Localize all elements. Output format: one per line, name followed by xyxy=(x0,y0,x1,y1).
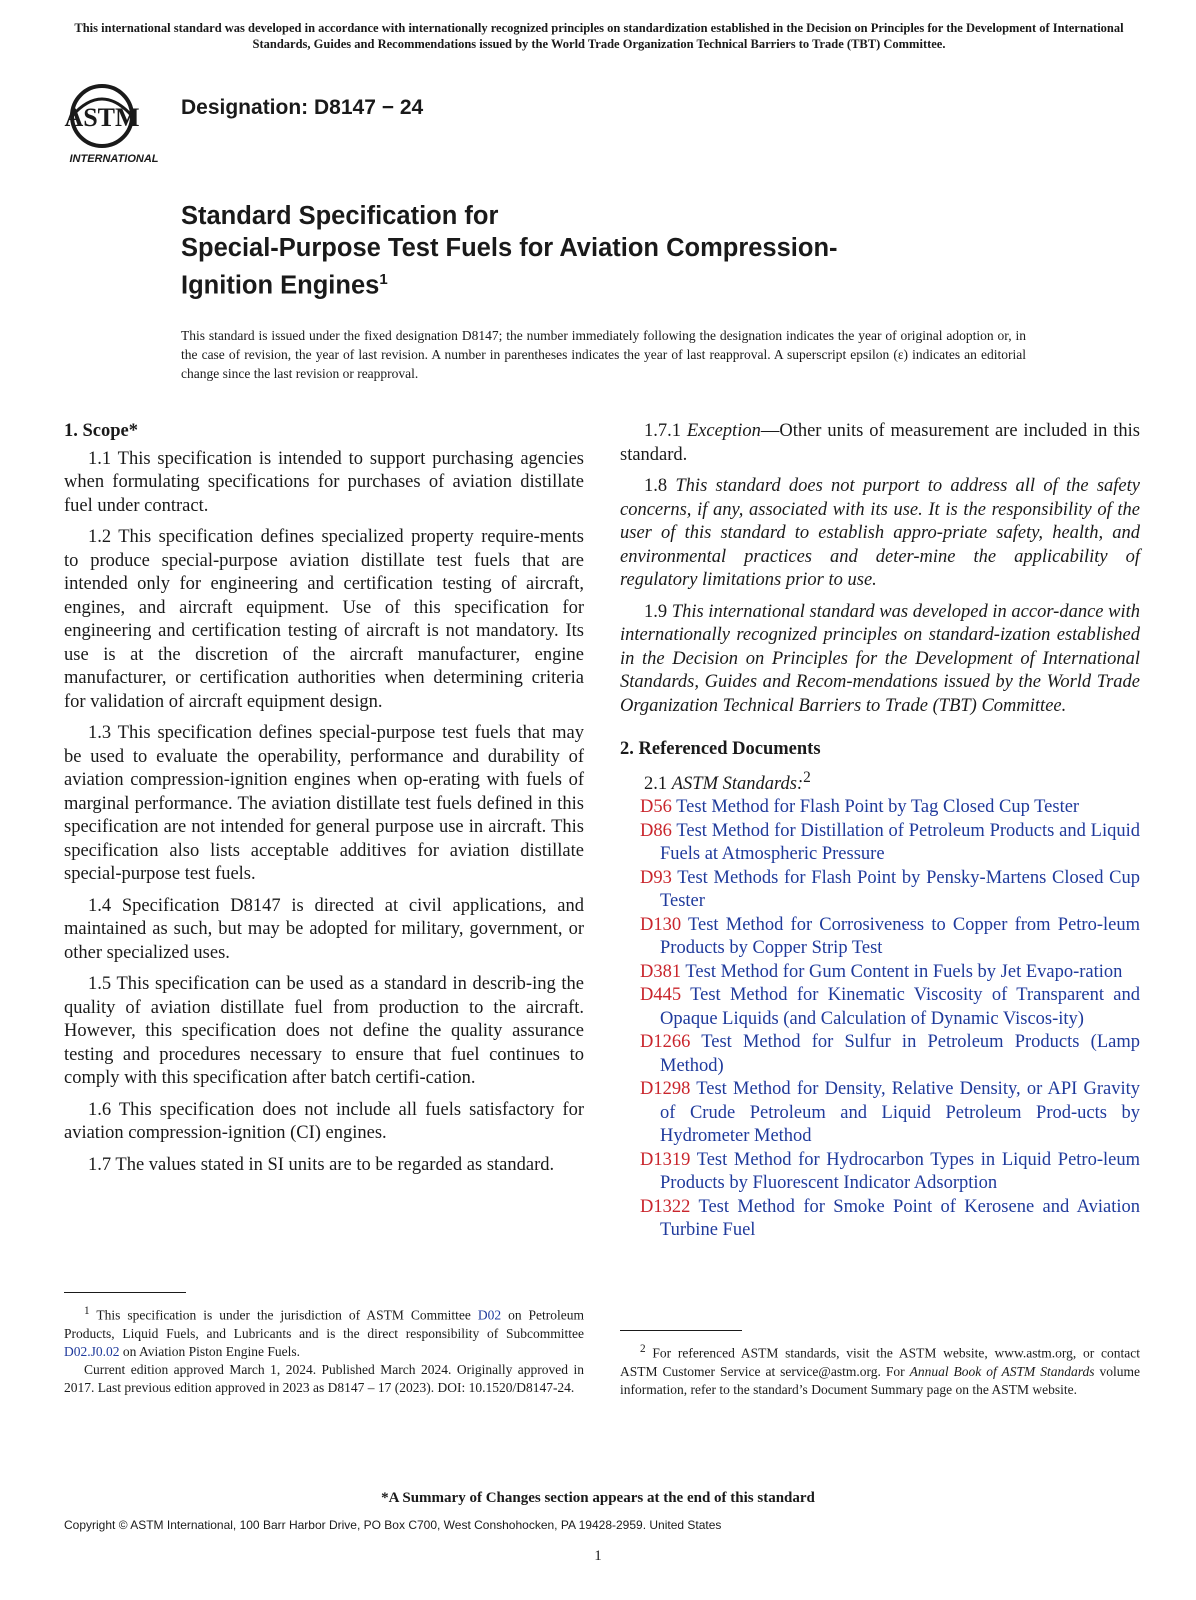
paragraph-1-7-1 xyxy=(620,420,1140,467)
reference-code[interactable]: D1319 xyxy=(640,1149,691,1170)
footnote-1-text-b: on Petroleum Products, Liquid Fuels, and Lubricants and is the direct responsibility of Subcommittee xyxy=(64,1307,585,1341)
footnote-divider-left xyxy=(64,1292,186,1293)
reference-title[interactable]: Test Method for Corrosiveness to Copper from Petro-leum Products by Copper Strip Test xyxy=(660,914,1140,959)
footnote-2-italic: Annual Book of ASTM Standards xyxy=(909,1363,1095,1379)
paragraph-1-1: 1.1 This specification is intended to support purchasing agencies when formulating specifications for purchases of aviation distillate fuel under contract. xyxy=(64,448,584,516)
footnote-divider-right xyxy=(620,1330,742,1331)
top-notice: This international standard was developed in accordance with internationally recognized principles on standardization established in the Decision on Principles for the Development of International Standards, Guides and Recommendations issued by the World Trade Organization Technical Barriers to Trade (TBT) Committee. xyxy=(74,21,1124,51)
footnote-1-mark: 1 xyxy=(84,1305,90,1317)
paragraph-1-8-text: This standard does not purport to address all of the safety concerns, if any, associated with its use. It is the responsibility of the user of this standard to establish appro-priate safety, health, and environmental practices and deter-mine the applicability of regulatory limitations prior to use. xyxy=(620,476,1140,590)
paragraph-1-9-number: 1.9 xyxy=(644,601,668,622)
paragraph-1-5: 1.5 This specification can be used as a standard in describ-ing the quality of aviation distillate fuel from production to the aircraft. However, this specification does not define the quality assurance testing and procedures necessary to ensure that fuel continues to comply with this specification after batch certifi-cation. xyxy=(64,974,584,1088)
paragraph-1-7-1-text: —Other units of measurement are included in this standard. xyxy=(620,421,1140,465)
reference-item[interactable] xyxy=(620,820,1140,867)
designation: Designation: D8147 − 24 xyxy=(181,96,424,119)
footnote-2-mark: 2 xyxy=(640,1343,646,1355)
footnote-1-edition: Current edition approved March 1, 2024. Published March 2024. Originally approved in 2017. Last previous edition approved in 2023 as D8147 – 17 (2023). DOI: 10.1520/D8147-24. xyxy=(64,1361,584,1395)
reference-item[interactable] xyxy=(620,1078,1140,1149)
footnote-2-text-a: For referenced ASTM standards, visit the ASTM website, www.astm.org, or contact ASTM Customer Service at service@astm.org. For xyxy=(620,1345,1141,1379)
title-line-3: Ignition Engines xyxy=(181,271,380,300)
subheading-footnote-mark: 2 xyxy=(803,768,811,786)
paragraph-1-8 xyxy=(620,475,1140,593)
reference-item[interactable] xyxy=(620,1031,1140,1078)
title-footnote-mark: 1 xyxy=(379,271,388,288)
reference-title[interactable]: Test Method for Distillation of Petroleum Products and Liquid Fuels at Atmospheric Pressure xyxy=(660,820,1140,865)
paragraph-1-2: 1.2 This specification defines specialized property require-ments to produce special-purpose aviation distillate test fuels that are intended only for engineering and certification testing of aircraft, engines, and aircraft equipment. Use of this specification for engineering and certification testing of aircraft is not mandatory. Its use is at the discretion of the aircraft manufacturer, engine manufacturer, or certification authorities when determining criteria for validation of aircraft equipment design. xyxy=(64,527,584,712)
reference-item[interactable] xyxy=(620,867,1140,914)
reference-item[interactable] xyxy=(620,1196,1140,1243)
right-column xyxy=(620,420,1140,1243)
reference-code[interactable]: D381 xyxy=(640,961,682,982)
subcommittee-link[interactable]: D02.J0.02 xyxy=(64,1343,120,1359)
reference-item[interactable] xyxy=(620,1149,1140,1196)
summary-of-changes-note: *A Summary of Changes section appears at the end of this standard xyxy=(381,1490,815,1506)
reference-item[interactable] xyxy=(620,961,1140,985)
reference-code[interactable]: D130 xyxy=(640,914,682,935)
footnote-1 xyxy=(64,1302,584,1397)
paragraph-1-7: 1.7 The values stated in SI units are to be regarded as standard. xyxy=(88,1154,555,1175)
copyright: Copyright © ASTM International, 100 Barr Harbor Drive, PO Box C700, West Conshohocken, PA 19428-2959. United States xyxy=(64,1518,722,1532)
astm-standards-subheading xyxy=(620,766,1140,797)
paragraph-1-3: 1.3 This specification defines special-purpose test fuels that may be used to evaluate the operability, performance and durability of aviation compression-ignition engines when op-erating with fuels of marginal performance. The aviation distillate test fuels defined in this specification are not intended for general purpose use in aircraft. This specification also lists acceptable additives for aviation distillate special-purpose test fuels. xyxy=(64,723,584,884)
scope-heading: 1. Scope* xyxy=(64,421,138,441)
reference-item[interactable] xyxy=(620,796,1140,820)
exception-label: Exception xyxy=(686,421,761,441)
reference-code[interactable]: D1298 xyxy=(640,1079,691,1100)
reference-title[interactable]: Test Method for Density, Relative Density, or API Gravity of Crude Petroleum and Liquid Petroleum Prod-ucts by Hydrometer Method xyxy=(660,1079,1140,1147)
footnote-1-text-c: on Aviation Piston Engine Fuels. xyxy=(122,1343,301,1359)
page-number: 1 xyxy=(594,1548,602,1564)
intro-paragraph: This standard is issued under the fixed designation D8147; the number immediately following the designation indicates the year of original adoption or, in the case of revision, the year of last revision. A number in parentheses indicates the year of last reapproval. A superscript epsilon (ε) indicates an editorial change since the last revision or reapproval. xyxy=(181,328,1026,381)
title-line-1: Standard Specification for xyxy=(181,202,499,230)
reference-title[interactable]: Test Method for Kinematic Viscosity of Transparent and Opaque Liquids (and Calculation of Dynamic Viscos-ity) xyxy=(660,985,1140,1029)
reference-code[interactable]: D86 xyxy=(640,820,672,841)
reference-title[interactable]: Test Methods for Flash Point by Pensky-Martens Closed Cup Tester xyxy=(660,867,1141,912)
reference-title[interactable]: Test Method for Gum Content in Fuels by Jet Evapo-ration xyxy=(685,961,1123,982)
reference-code[interactable]: D1266 xyxy=(640,1032,691,1053)
reference-title[interactable]: Test Method for Sulfur in Petroleum Products (Lamp Method) xyxy=(660,1032,1140,1076)
paragraph-1-7-1-number: 1.7.1 xyxy=(644,421,681,441)
subheading-number: 2.1 xyxy=(644,773,668,794)
paragraph-1-4: 1.4 Specification D8147 is directed at civil applications, and maintained as such, but may be adopted for military, government, or other specialized uses. xyxy=(64,895,584,963)
reference-title[interactable]: Test Method for Flash Point by Tag Closed Cup Tester xyxy=(676,797,1080,818)
reference-code[interactable]: D1322 xyxy=(640,1196,691,1217)
paragraph-1-9 xyxy=(620,601,1140,719)
footnote-2 xyxy=(620,1340,1140,1399)
document-title xyxy=(181,200,1081,302)
committee-link[interactable]: D02 xyxy=(477,1307,502,1323)
referenced-documents-heading: 2. Referenced Documents xyxy=(620,739,821,759)
title-line-2: Special-Purpose Test Fuels for Aviation Compression- xyxy=(181,234,838,262)
subheading-label: ASTM Standards: xyxy=(671,773,804,794)
footnote-1-text-a: This specification is under the jurisdiction of ASTM Committee xyxy=(96,1307,471,1323)
footnote-2-text-b: volume information, refer to the standard’s Document Summary page on the ASTM website. xyxy=(620,1363,1141,1397)
reference-code[interactable]: D93 xyxy=(640,867,672,888)
reference-code[interactable]: D445 xyxy=(640,985,682,1006)
paragraph-1-6: 1.6 This specification does not include all fuels satisfactory for aviation compression-ignition (CI) engines. xyxy=(64,1099,584,1143)
reference-code[interactable]: D56 xyxy=(640,797,672,818)
reference-item[interactable] xyxy=(620,914,1140,961)
logo-subtext: INTERNATIONAL xyxy=(69,153,159,165)
reference-title[interactable]: Test Method for Smoke Point of Kerosene and Aviation Turbine Fuel xyxy=(660,1196,1140,1241)
logo-text: ASTM xyxy=(64,103,140,132)
astm-logo xyxy=(64,82,164,166)
reference-item[interactable] xyxy=(620,984,1140,1031)
left-column xyxy=(64,420,584,1185)
reference-list xyxy=(620,796,1140,1243)
paragraph-1-8-number: 1.8 xyxy=(644,476,668,496)
reference-title[interactable]: Test Method for Hydrocarbon Types in Liquid Petro-leum Products by Fluorescent Indicator Adsorption xyxy=(660,1149,1140,1194)
paragraph-1-9-text: This international standard was developed in accor-dance with internationally recognized principles on standard-ization established in the Decision on Principles for the Development of International Standards, Guides and Recom-mendations issued by the World Trade Organization Technical Barriers to Trade (TBT) Committee. xyxy=(620,601,1141,716)
